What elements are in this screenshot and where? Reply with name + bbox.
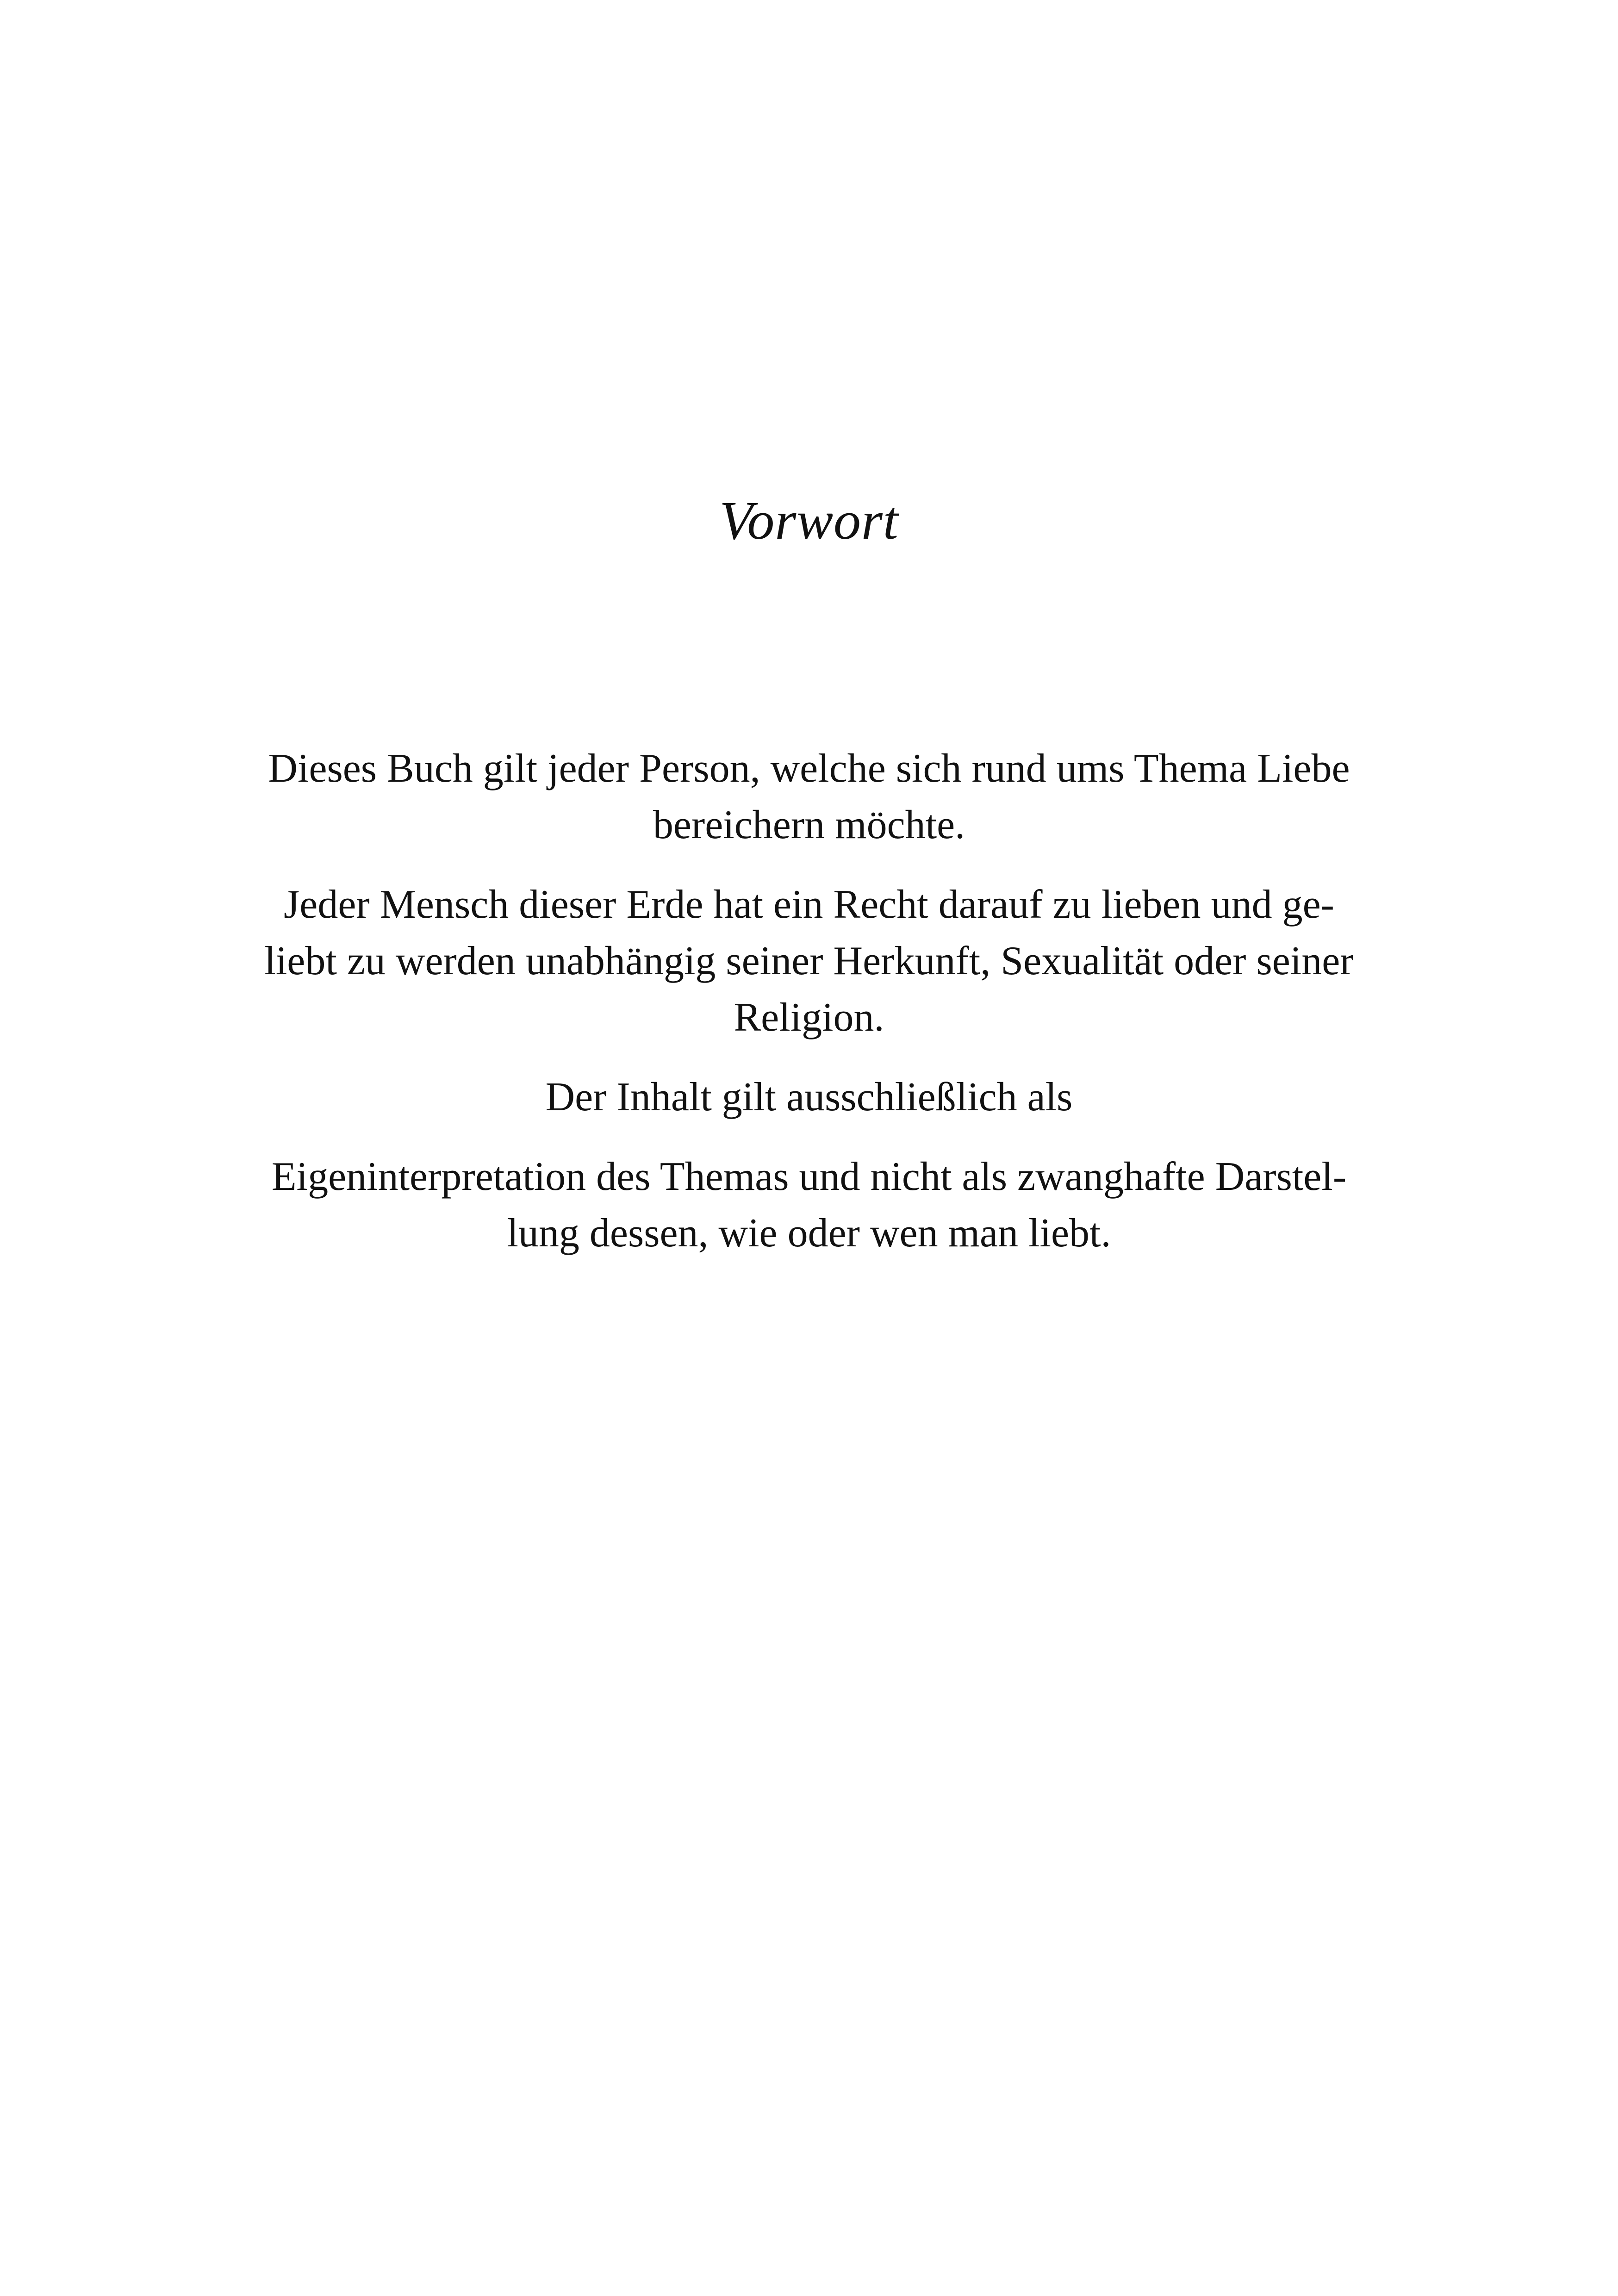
paragraph-3 — [171, 1069, 1447, 1126]
text-line: Eigeninterpretation des Themas und nicht als zwanghafte Darstel- — [271, 1154, 1347, 1199]
page-title: Vorwort — [719, 490, 899, 551]
text-line: liebt zu werden unabhängig seiner Herkunft, Sexualität oder seiner — [264, 939, 1354, 983]
text-line: Der Inhalt gilt ausschließlich als — [545, 1075, 1073, 1120]
text-line: bereichern möchte. — [653, 803, 965, 847]
paragraph-2 — [171, 877, 1447, 1046]
text-line: Dieses Buch gilt jeder Person, welche sich rund ums Thema Liebe — [268, 746, 1350, 791]
text-line: lung dessen, wie oder wen man liebt. — [507, 1211, 1111, 1256]
paragraph-1 — [171, 740, 1447, 853]
preface-body — [171, 740, 1447, 1285]
paragraph-4 — [171, 1149, 1447, 1262]
text-line: Religion. — [734, 995, 884, 1040]
text-line: Jeder Mensch dieser Erde hat ein Recht darauf zu lieben und ge- — [284, 882, 1334, 927]
